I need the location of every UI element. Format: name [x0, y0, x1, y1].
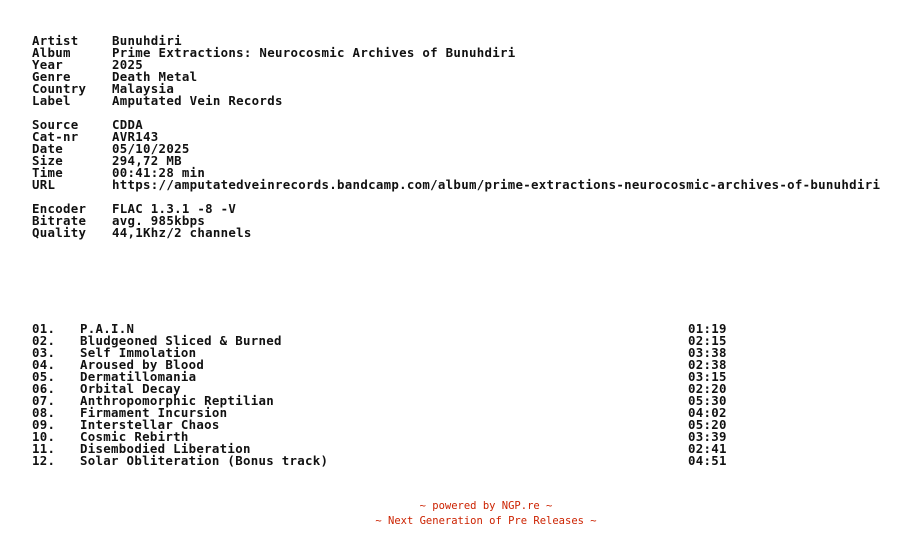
info-label: Artist	[32, 33, 79, 48]
source-label: Date	[32, 141, 64, 156]
encoding-label: Quality	[32, 225, 87, 240]
track-number: 06.	[32, 381, 56, 396]
tracklist	[32, 323, 732, 467]
source-row-url	[32, 179, 880, 191]
info-label: Country	[32, 81, 87, 96]
track-duration: 04:02	[688, 405, 727, 420]
info-row-album	[32, 47, 880, 59]
source-label: Source	[32, 117, 79, 132]
spacer	[32, 107, 880, 119]
info-value: Bunuhdiri	[112, 33, 182, 48]
track-number: 04.	[32, 357, 56, 372]
encoding-label: Bitrate	[32, 213, 87, 228]
track-number: 02.	[32, 333, 56, 348]
source-value: AVR143	[112, 129, 159, 144]
track-duration: 05:30	[688, 393, 727, 408]
encoding-value: FLAC 1.3.1 -8 -V	[112, 201, 237, 216]
encoding-value: avg. 985kbps	[112, 213, 206, 228]
track-title: Anthropomorphic Reptilian	[80, 393, 274, 408]
track-duration: 01:19	[688, 321, 727, 336]
track-duration: 02:15	[688, 333, 727, 348]
track-title: Bludgeoned Sliced & Burned	[80, 333, 282, 348]
track-title: Solar Obliteration (Bonus track)	[80, 453, 329, 468]
track-duration: 02:38	[688, 357, 727, 372]
info-value: Death Metal	[112, 69, 198, 84]
release-url: https://amputatedveinrecords.bandcamp.com/album/prime-extractions-neurocosmic-archives-of-bunuhdiri	[112, 177, 881, 192]
track-title: Interstellar Chaos	[80, 417, 220, 432]
encoding-value: 44,1Khz/2 channels	[112, 225, 252, 240]
track-duration: 04:51	[688, 453, 727, 468]
info-label: Genre	[32, 69, 71, 84]
source-value: 05/10/2025	[112, 141, 190, 156]
source-label: URL	[32, 177, 56, 192]
encoding-label: Encoder	[32, 201, 87, 216]
info-row-label	[32, 95, 880, 107]
source-value: CDDA	[112, 117, 144, 132]
source-label: Time	[32, 165, 64, 180]
track-title: Self Immolation	[80, 345, 197, 360]
track-title: Aroused by Blood	[80, 357, 205, 372]
track-title: Firmament Incursion	[80, 405, 228, 420]
source-value: 00:41:28 min	[112, 165, 206, 180]
track-number: 10.	[32, 429, 56, 444]
track-title: P.A.I.N	[80, 321, 135, 336]
track-title: Dermatillomania	[80, 369, 197, 384]
source-value: 294,72 MB	[112, 153, 182, 168]
track-row	[32, 455, 732, 467]
track-duration: 05:20	[688, 417, 727, 432]
track-number: 09.	[32, 417, 56, 432]
info-label: Year	[32, 57, 64, 72]
track-duration: 03:38	[688, 345, 727, 360]
info-value: Malaysia	[112, 81, 175, 96]
track-title: Disembodied Liberation	[80, 441, 251, 456]
source-label: Cat-nr	[32, 129, 79, 144]
track-number: 11.	[32, 441, 56, 456]
release-info	[32, 35, 880, 239]
info-block	[32, 35, 880, 107]
source-block	[32, 119, 880, 191]
footer-powered-by: ~ powered by NGP.re ~	[419, 500, 553, 512]
track-duration: 02:20	[688, 381, 727, 396]
track-number: 08.	[32, 405, 56, 420]
info-label: Album	[32, 45, 71, 60]
source-row-source	[32, 119, 880, 131]
track-duration: 02:41	[688, 441, 727, 456]
info-value: Prime Extractions: Neurocosmic Archives of Bunuhdiri	[112, 45, 516, 60]
track-number: 12.	[32, 453, 56, 468]
track-duration: 03:15	[688, 369, 727, 384]
info-value: 2025	[112, 57, 144, 72]
track-number: 03.	[32, 345, 56, 360]
track-duration: 03:39	[688, 429, 727, 444]
track-title: Orbital Decay	[80, 381, 181, 396]
track-number: 05.	[32, 369, 56, 384]
footer-tagline: ~ Next Generation of Pre Releases ~	[375, 515, 597, 527]
info-label: Label	[32, 93, 71, 108]
track-title: Cosmic Rebirth	[80, 429, 189, 444]
track-number: 01.	[32, 321, 56, 336]
source-label: Size	[32, 153, 64, 168]
info-value: Amputated Vein Records	[112, 93, 283, 108]
track-number: 07.	[32, 393, 56, 408]
encoding-row-quality	[32, 227, 880, 239]
encoding-block	[32, 203, 880, 239]
